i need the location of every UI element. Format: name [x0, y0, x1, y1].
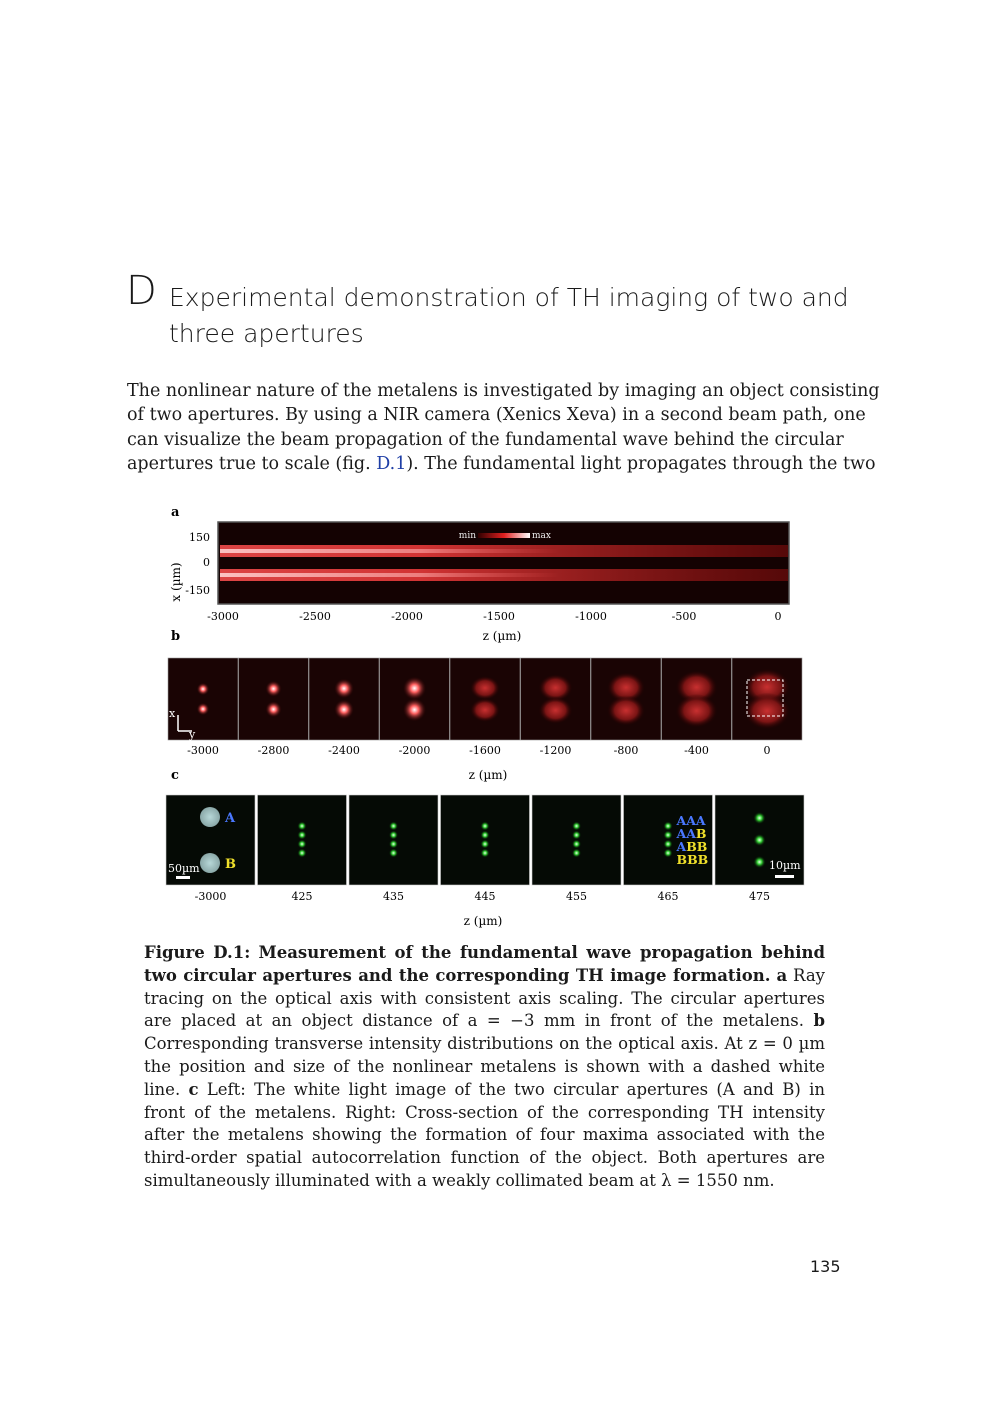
beam-spot: [676, 694, 718, 728]
th-spot: [298, 840, 307, 849]
panel-a-xtick: -1500: [483, 610, 515, 623]
panel-b-frame: [309, 658, 379, 740]
beam-spot: [607, 695, 645, 725]
chapter-title: Experimental demonstration of TH imaging of two and three apertures: [169, 283, 849, 348]
axis-x-label: x: [169, 707, 176, 720]
panel-c-label: 445: [474, 890, 496, 903]
th-spot: [664, 831, 673, 840]
panel-c-label: 475: [749, 890, 770, 903]
aperture-a-label: A: [225, 811, 236, 826]
th-spot: [572, 840, 581, 849]
panel-b-label: -3000: [187, 744, 219, 757]
axis-y-label: y: [189, 728, 196, 741]
figure-caption: [144, 942, 825, 1193]
combination-label: AAA: [676, 813, 706, 828]
panel-a-xtick: -2000: [391, 610, 423, 623]
caption-b-letter: b: [813, 1011, 825, 1031]
panel-c-label: -3000: [194, 890, 227, 903]
panel-c-frames: [166, 795, 804, 885]
colorbar-max-label: max: [532, 531, 551, 541]
panel-a-letter: a: [171, 505, 180, 520]
beam-spot: [403, 677, 426, 700]
body-line: can visualize the beam propagation of the fundamental wave behind the circular: [127, 429, 844, 450]
beam-spot: [334, 700, 354, 720]
scale-bar-label: 10µm: [769, 859, 801, 872]
panel-b-letter: b: [171, 629, 181, 644]
beam-spot: [265, 681, 281, 697]
panel-a-ytick: 0: [203, 556, 210, 569]
combination-label: ABB: [676, 839, 708, 854]
th-spot: [298, 822, 307, 831]
panel-b-frame: [239, 658, 309, 740]
th-spot: [664, 849, 673, 858]
panel-a-ylabel: x (µm): [169, 562, 183, 602]
scale-bar-label: 50µm: [168, 862, 200, 875]
panel-c-xlabel: z (µm): [463, 914, 503, 928]
caption-c-text: Left: The white light image of the two circular apertures (A and B) in front of the metalens. Right: Cross-section of the corresponding TH intensity after the metalens showing the formation of four maxima associated with the third-order spatial autocorrelation function of the object. Both apertures are simultaneously illuminated with a weakly collimated beam at λ = 1550 nm.: [144, 1079, 825, 1190]
panel-a-ytick: -150: [185, 584, 210, 597]
panel-c-label: 425: [291, 890, 313, 903]
scale-bar: [775, 875, 794, 878]
beam-spot: [265, 701, 281, 717]
beam-spot: [334, 679, 354, 699]
th-spot: [664, 840, 673, 849]
th-spot: [572, 822, 581, 831]
body-line: of two apertures. By using a NIR camera (Xenics Xeva) in a second beam path, one: [127, 405, 866, 426]
lower-beam-core: [220, 573, 788, 577]
caption-a-text: Ray tracing on the optical axis with consistent axis scaling. The circular apertures are placed at an object distance of a = −3 mm in front of the metalens.: [144, 965, 826, 1031]
body-line: The nonlinear nature of the metalens is investigated by imaging an object consisting: [127, 381, 880, 401]
scale-bar: [176, 876, 190, 879]
caption-b-text: Corresponding transverse intensity distributions on the optical axis. At z = 0 µm the position and size of the nonlinear metalens is shown with a dashed white line.: [144, 1034, 825, 1099]
th-spot: [481, 849, 490, 858]
th-spot: [389, 822, 398, 831]
panel-b-xlabel: z (µm): [468, 768, 508, 782]
aperture-b-label: B: [225, 857, 236, 872]
beam-spot: [470, 676, 500, 700]
th-spot: [389, 840, 398, 849]
panel-a-xtick: -500: [671, 610, 697, 623]
combination-label: AAB: [676, 826, 707, 841]
caption-bold-title: Measurement of the fundamental wave propagation behind two circular apertures and the corresponding TH image formation.: [144, 943, 825, 985]
th-spot: [481, 831, 490, 840]
panel-a-xtick: -1000: [575, 610, 607, 623]
beam-spot: [470, 698, 500, 722]
th-spot: [389, 831, 398, 840]
caption-c-letter: c: [188, 1079, 199, 1099]
panel-b-label: -2000: [398, 744, 431, 757]
panel-a-xtick: 0: [774, 610, 782, 623]
panel-b-frames: [168, 658, 802, 740]
caption-label: Figure D.1:: [144, 943, 251, 962]
body-text-fragment: ). The fundamental light propagates through the two: [406, 453, 876, 474]
th-spot: [298, 831, 307, 840]
panel-a-xlabel: z (µm): [482, 629, 522, 643]
panel-a-xtick: -2500: [299, 610, 331, 623]
combination-label: BBB: [676, 852, 709, 867]
upper-beam-core: [220, 549, 788, 553]
beam-spot: [197, 703, 210, 716]
panel-a-ytick: 150: [189, 531, 210, 544]
th-spot: [389, 849, 398, 858]
th-spot: [754, 856, 766, 868]
figure-d1: [0, 495, 1000, 935]
panel-b-label: -2800: [257, 744, 290, 757]
th-spot: [754, 812, 766, 824]
panel-a-xtick: -3000: [207, 610, 239, 623]
th-spot: [664, 822, 673, 831]
page-number: 135: [810, 1257, 841, 1276]
th-spot: [481, 822, 490, 831]
body-line-last: [127, 452, 876, 476]
body-text-fragment: apertures true to scale (fig.: [127, 453, 377, 474]
th-spot: [572, 849, 581, 858]
panel-c-label: 435: [383, 890, 404, 903]
panel-b-label: -1600: [469, 744, 501, 757]
beam-spot: [539, 697, 573, 724]
panel-c-label: 455: [566, 890, 587, 903]
figure-reference-link[interactable]: D.1: [376, 453, 407, 474]
panel-b-label: 0: [763, 744, 771, 757]
caption-a-letter: a: [776, 965, 788, 985]
chapter-letter: D: [126, 268, 157, 314]
th-spot: [298, 849, 307, 858]
panel-b-label: -800: [613, 744, 639, 757]
aperture-b: [200, 853, 220, 873]
body-paragraph: [127, 379, 880, 476]
th-spot: [572, 831, 581, 840]
colorbar-min-label: min: [458, 531, 476, 541]
panel-b-label: -2400: [328, 744, 360, 757]
th-spot: [754, 834, 766, 846]
panel-c-letter: c: [171, 768, 179, 783]
th-spot: [481, 840, 490, 849]
colorbar: [478, 533, 530, 538]
panel-c-label: 465: [657, 890, 679, 903]
beam-spot: [403, 698, 426, 721]
beam-spot: [197, 683, 210, 696]
panel-b-label: -1200: [539, 744, 572, 757]
aperture-a: [200, 807, 220, 827]
panel-b-label: -400: [684, 744, 709, 757]
